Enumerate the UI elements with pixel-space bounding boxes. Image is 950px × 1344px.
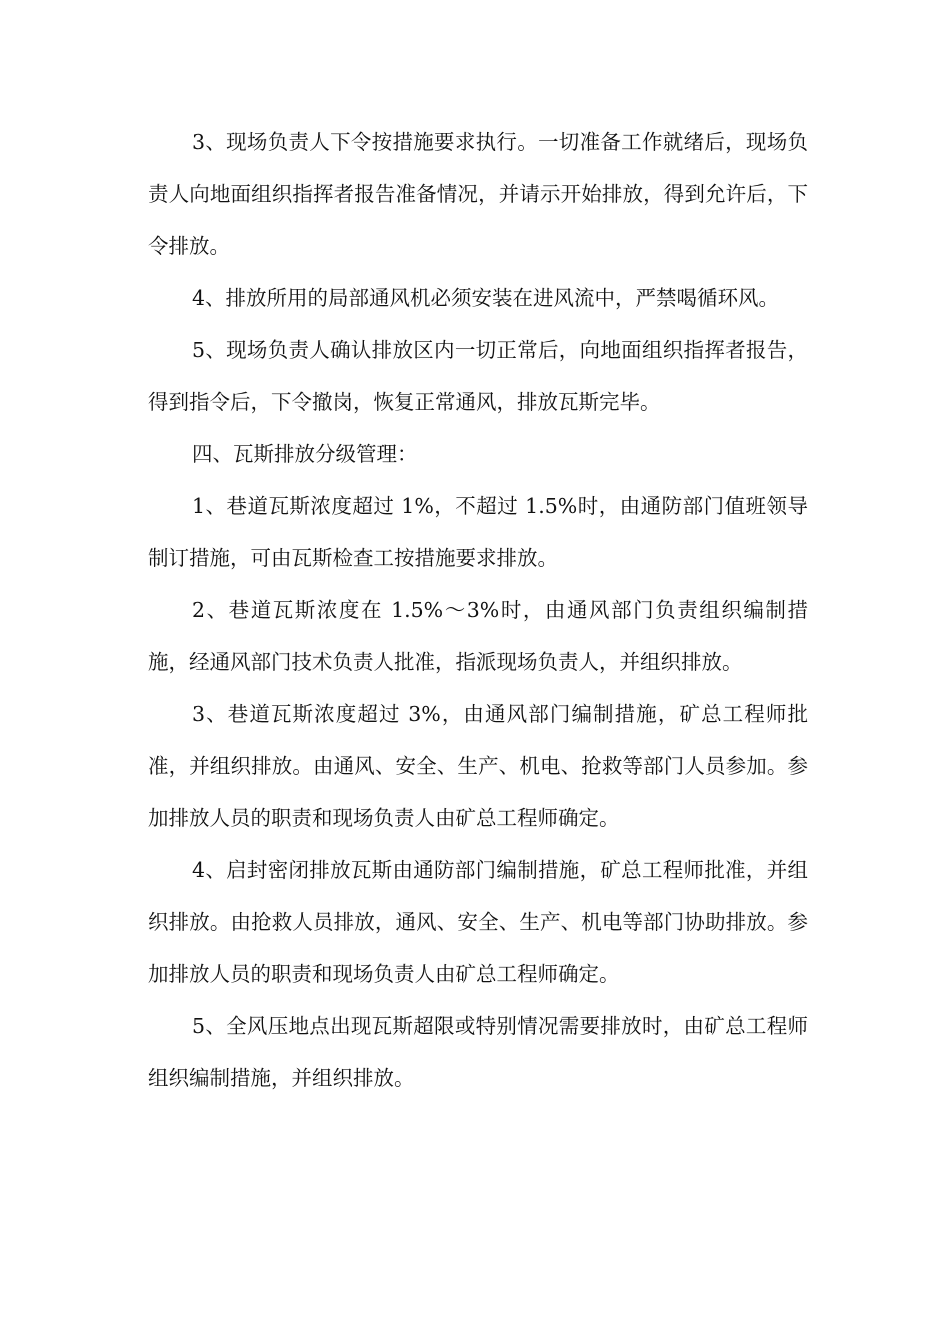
section-heading-4: 四、瓦斯排放分级管理： xyxy=(192,442,418,466)
paragraph-level-5: 5、全风压地点出现瓦斯超限或特别情况需要排放时，由矿总工程师组织编制措施，并组织排放。 xyxy=(148,1014,808,1090)
paragraph-step-4: 4、排放所用的局部通风机必须安装在进风流中，严禁喝循环风。 xyxy=(192,286,780,310)
document-body xyxy=(148,116,808,1104)
paragraph-level-3: 3、巷道瓦斯浓度超过 3%，由通风部门编制措施，矿总工程师批准，并组织排放。由通风、安全、生产、机电、抢救等部门人员参加。参加排放人员的职责和现场负责人由矿总工程师确定。 xyxy=(148,702,808,830)
paragraph-level-1: 1、巷道瓦斯浓度超过 1%，不超过 1.5%时，由通防部门值班领导制订措施，可由瓦斯检查工按措施要求排放。 xyxy=(148,494,808,570)
paragraph-level-4: 4、启封密闭排放瓦斯由通防部门编制措施，矿总工程师批准，并组织排放。由抢救人员排放，通风、安全、生产、机电等部门协助排放。参加排放人员的职责和现场负责人由矿总工程师确定。 xyxy=(148,858,808,986)
paragraph-step-5: 5、现场负责人确认排放区内一切正常后，向地面组织指挥者报告，得到指令后，下令撤岗，恢复正常通风，排放瓦斯完毕。 xyxy=(148,338,808,414)
paragraph-level-2: 2、巷道瓦斯浓度在 1.5%～3%时，由通风部门负责组织编制措施，经通风部门技术负责人批准，指派现场负责人，并组织排放。 xyxy=(148,598,808,674)
paragraph-step-3: 3、现场负责人下令按措施要求执行。一切准备工作就绪后，现场负责人向地面组织指挥者报告准备情况，并请示开始排放，得到允许后，下令排放。 xyxy=(148,130,808,258)
